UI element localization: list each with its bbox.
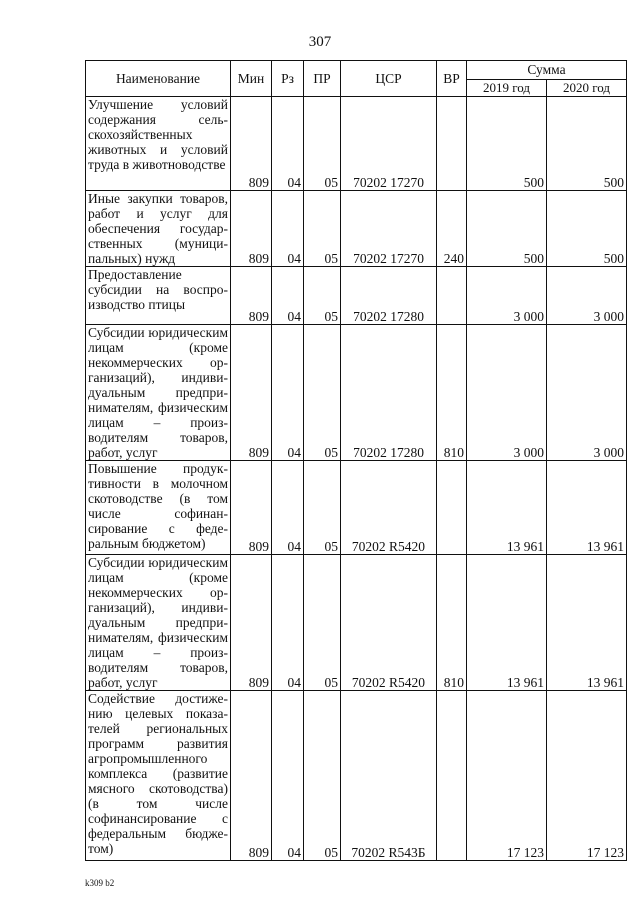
header-rz: Рз <box>272 61 304 97</box>
cell-rz: 04 <box>272 191 304 267</box>
cell-name: Иные закупки товаров, работ и услуг для обеспечения государственных (муниципальных) нужд <box>86 191 231 267</box>
budget-table <box>85 60 627 861</box>
cell-pr: 05 <box>304 191 341 267</box>
cell-sum2020: 500 <box>547 191 627 267</box>
table-row <box>86 97 627 191</box>
cell-name: Предоставление субсидии на воспроизводство птицы <box>86 267 231 325</box>
header-year-2019: 2019 год <box>467 80 547 97</box>
table-row <box>86 191 627 267</box>
cell-sum2019: 13 961 <box>467 461 547 555</box>
cell-sum2019: 500 <box>467 97 547 191</box>
cell-vr: 810 <box>437 555 467 691</box>
cell-pr: 05 <box>304 267 341 325</box>
cell-rz: 04 <box>272 325 304 461</box>
cell-rz: 04 <box>272 691 304 861</box>
cell-name: Повышение продуктивности в молочном скотоводстве (в том числе софинансирование с федеральным бюджетом) <box>86 461 231 555</box>
header-name: Наименование <box>86 61 231 97</box>
cell-csr: 70202 R5420 <box>341 555 437 691</box>
cell-pr: 05 <box>304 691 341 861</box>
cell-min: 809 <box>231 267 272 325</box>
header-vr: ВР <box>437 61 467 97</box>
header-year-2020: 2020 год <box>547 80 627 97</box>
table-row <box>86 461 627 555</box>
cell-csr: 70202 R543Б <box>341 691 437 861</box>
cell-sum2020: 13 961 <box>547 555 627 691</box>
cell-sum2020: 3 000 <box>547 325 627 461</box>
header-sum: Сумма <box>467 61 627 80</box>
cell-sum2019: 3 000 <box>467 325 547 461</box>
cell-csr: 70202 17280 <box>341 267 437 325</box>
cell-sum2019: 500 <box>467 191 547 267</box>
cell-sum2019: 13 961 <box>467 555 547 691</box>
cell-pr: 05 <box>304 97 341 191</box>
cell-vr: 240 <box>437 191 467 267</box>
cell-sum2020: 13 961 <box>547 461 627 555</box>
cell-sum2019: 3 000 <box>467 267 547 325</box>
cell-pr: 05 <box>304 461 341 555</box>
cell-csr: 70202 17280 <box>341 325 437 461</box>
cell-csr: 70202 17270 <box>341 191 437 267</box>
cell-name: Субсидии юридическим лицам (кроме некоммерческих организаций), индивидуальным предпринимателям, физическим лицам – производителям товаров, работ, услуг <box>86 325 231 461</box>
cell-sum2020: 17 123 <box>547 691 627 861</box>
cell-min: 809 <box>231 691 272 861</box>
cell-csr: 70202 R5420 <box>341 461 437 555</box>
cell-vr <box>437 97 467 191</box>
cell-rz: 04 <box>272 555 304 691</box>
cell-rz: 04 <box>272 461 304 555</box>
table-row <box>86 325 627 461</box>
cell-vr <box>437 267 467 325</box>
cell-min: 809 <box>231 97 272 191</box>
cell-min: 809 <box>231 191 272 267</box>
table-row <box>86 267 627 325</box>
cell-sum2020: 3 000 <box>547 267 627 325</box>
cell-min: 809 <box>231 555 272 691</box>
table-row <box>86 555 627 691</box>
cell-sum2019: 17 123 <box>467 691 547 861</box>
header-pr: ПР <box>304 61 341 97</box>
cell-name: Содействие достижению целевых показателей региональных программ развития агропромышленного комплекса (развитие мясного скотоводства) (в том числе софинансирование с федеральным бюджетом) <box>86 691 231 861</box>
cell-pr: 05 <box>304 555 341 691</box>
header-csr: ЦСР <box>341 61 437 97</box>
cell-csr: 70202 17270 <box>341 97 437 191</box>
cell-pr: 05 <box>304 325 341 461</box>
cell-min: 809 <box>231 461 272 555</box>
cell-sum2020: 500 <box>547 97 627 191</box>
cell-vr: 810 <box>437 325 467 461</box>
cell-vr <box>437 461 467 555</box>
footer-code: k309 b2 <box>85 878 115 888</box>
cell-vr <box>437 691 467 861</box>
cell-min: 809 <box>231 325 272 461</box>
cell-name: Субсидии юридическим лицам (кроме некоммерческих организаций), индивидуальным предпринимателям, физическим лицам – производителям товаров, работ, услуг <box>86 555 231 691</box>
header-min: Мин <box>231 61 272 97</box>
cell-name: Улучшение условий содержания сельскохозяйственных животных и условий труда в животноводстве <box>86 97 231 191</box>
table-row <box>86 691 627 861</box>
cell-rz: 04 <box>272 267 304 325</box>
page-number: 307 <box>308 34 332 50</box>
cell-rz: 04 <box>272 97 304 191</box>
